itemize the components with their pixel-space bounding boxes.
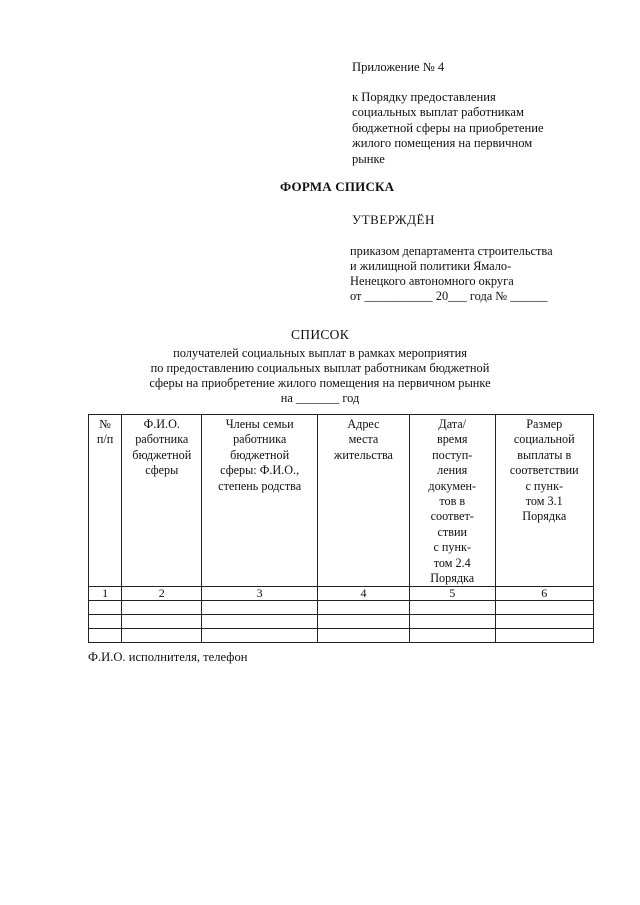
table-cell[interactable]	[317, 629, 409, 643]
column-number-cell: 4	[317, 587, 409, 601]
appendix-number: Приложение № 4	[352, 60, 445, 74]
approval-line: Ненецкого автономного округа	[350, 274, 514, 288]
column-number-cell: 2	[122, 587, 202, 601]
header-cell-family-members: Члены семьи работника бюджетной сферы: Ф.И.О., степень родства	[202, 415, 318, 587]
header-cell-payment-size: Размер социальной выплаты в соответствии с пунк- том 3.1 Порядка	[495, 415, 593, 587]
table-cell[interactable]	[202, 615, 318, 629]
column-number-row	[89, 587, 594, 601]
table-row	[89, 629, 594, 643]
list-subtitle-line: сферы на приобретение жилого помещения на первичном рынке	[149, 376, 491, 390]
header-cell-number: № п/п	[89, 415, 122, 587]
table-cell[interactable]	[409, 601, 495, 615]
list-subtitle-line: на _______ год	[280, 391, 360, 405]
table-row	[89, 601, 594, 615]
list-subtitle-line: получателей социальных выплат в рамках мероприятия	[173, 346, 467, 360]
table-cell[interactable]	[89, 601, 122, 615]
header-cell-address: Адрес места жительства	[317, 415, 409, 587]
column-number-cell: 3	[202, 587, 318, 601]
approval-title: УТВЕРЖДЁН	[352, 212, 435, 227]
table-body	[89, 587, 594, 643]
table-cell[interactable]	[495, 629, 593, 643]
table-cell[interactable]	[202, 629, 318, 643]
table-row	[89, 615, 594, 629]
list-subtitle	[120, 346, 520, 406]
table-cell[interactable]	[409, 615, 495, 629]
header-cell-date-time: Дата/ время поступ- ления докумен- тов в соответ- ствии с пунк- том 2.4 Порядка	[409, 415, 495, 587]
approval-order	[350, 244, 610, 304]
column-number-cell: 1	[89, 587, 122, 601]
table-cell[interactable]	[495, 615, 593, 629]
approval-line: и жилищной политики Ямало-	[350, 259, 512, 273]
list-subtitle-line: по предоставлению социальных выплат работникам бюджетной	[150, 361, 490, 375]
appendix-text: к Порядку предоставления социальных выплат работникам бюджетной сферы на приобретение жилого помещения на первичном рынке	[352, 89, 544, 166]
list-title: СПИСОК	[290, 327, 350, 342]
table-cell[interactable]	[317, 601, 409, 615]
form-title: ФОРМА СПИСКА	[280, 179, 395, 194]
table-cell[interactable]	[409, 629, 495, 643]
appendix-block	[352, 60, 602, 167]
recipients-table	[88, 414, 594, 643]
approval-line: от ___________ 20___ года № ______	[350, 289, 548, 303]
table-cell[interactable]	[89, 615, 122, 629]
table-cell[interactable]	[317, 615, 409, 629]
table-header-row	[89, 415, 594, 587]
approval-line: приказом департамента строительства	[350, 244, 553, 258]
table-cell[interactable]	[122, 615, 202, 629]
header-cell-employee-name: Ф.И.О. работника бюджетной сферы	[122, 415, 202, 587]
executor-line: Ф.И.О. исполнителя, телефон	[88, 650, 248, 664]
table-cell[interactable]	[202, 601, 318, 615]
column-number-cell: 6	[495, 587, 593, 601]
column-number-cell: 5	[409, 587, 495, 601]
table-cell[interactable]	[122, 629, 202, 643]
table-cell[interactable]	[122, 601, 202, 615]
table-cell[interactable]	[495, 601, 593, 615]
table-cell[interactable]	[89, 629, 122, 643]
